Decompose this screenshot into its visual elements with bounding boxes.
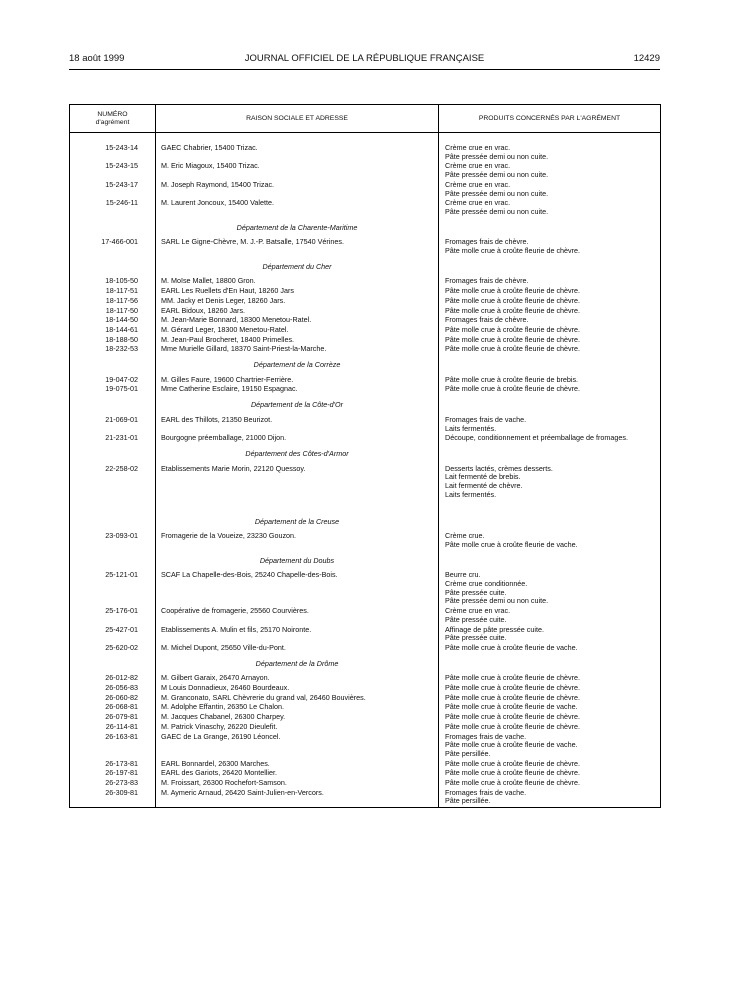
approval-number: 26-068-81 [70, 703, 156, 713]
table-row [70, 144, 661, 162]
product-line: Pâte molle crue à croûte fleurie de chèvre. [445, 246, 581, 256]
approval-number: 18-144-61 [70, 326, 156, 336]
department-row [70, 257, 661, 278]
product-line: Pâte molle crue à croûte fleurie de chèvre. [445, 384, 581, 394]
approval-number: 25-427-01 [70, 626, 156, 644]
table-row [70, 162, 661, 180]
spacer-cell [439, 654, 661, 675]
company-address: M. Gilbert Garaix, 26470 Arnayon. [156, 674, 439, 684]
product-line: Fromages frais de chèvre. [445, 315, 529, 325]
header-page-number: 12429 [633, 53, 660, 64]
products-cell [439, 144, 661, 162]
product-line: Beurre cru. [445, 570, 481, 580]
product-line: Pâte molle crue à croûte fleurie de chèvre. [445, 692, 581, 702]
product-line: Pâte pressée demi ou non cuite. [445, 170, 549, 180]
department-heading: Département de la Corrèze [156, 355, 439, 376]
approval-number: 23-093-01 [70, 532, 156, 550]
table-row [70, 607, 661, 625]
approval-number: 15-243-15 [70, 162, 156, 180]
product-line: Découpe, conditionnement et préemballage de fromages. [445, 433, 628, 443]
department-heading: Département de la Drôme [156, 654, 439, 675]
column-header-products: PRODUITS CONCERNÉS PAR L'AGRÉMENT [439, 105, 661, 133]
department-row [70, 654, 661, 675]
table-row [70, 307, 661, 317]
company-address: M. Laurent Joncoux, 15400 Valette. [156, 199, 439, 217]
product-line: Affinage de pâte pressée cuite. [445, 624, 544, 634]
approval-number: 26-114-81 [70, 723, 156, 733]
spacer-cell [70, 355, 156, 376]
column-header-number: NUMÉRO d'agrément [70, 105, 156, 133]
approval-number: 18-105-50 [70, 277, 156, 287]
product-line: Pâte pressée cuite. [445, 633, 507, 643]
product-line: Pâte molle crue à croûte fleurie de chèvre. [445, 683, 581, 693]
products-cell [439, 162, 661, 180]
spacer-cell [439, 512, 661, 533]
approval-number: 26-060-82 [70, 694, 156, 704]
spacer-row [70, 133, 661, 145]
products-cell [439, 532, 661, 550]
spacer-cell [70, 395, 156, 416]
spacer-cell [439, 501, 661, 512]
table-row [70, 644, 661, 654]
spacer-cell [70, 218, 156, 239]
company-address: M. Jean-Paul Brocheret, 18400 Primelles. [156, 336, 439, 346]
product-line: Fromages frais de chèvre. [445, 276, 529, 286]
approval-number: 21-231-01 [70, 434, 156, 444]
company-address: Mme Catherine Esclaire, 19150 Espagnac. [156, 385, 439, 395]
department-row [70, 395, 661, 416]
approval-number: 17-466-001 [70, 238, 156, 256]
spacer-cell [156, 501, 439, 512]
product-line: Pâte pressée cuite. [445, 587, 507, 597]
company-address: M. Joseph Raymond, 15400 Trizac. [156, 181, 439, 199]
company-address: Etablissements A. Mulin et fils, 25170 Noironte. [156, 626, 439, 644]
approval-number: 15-243-14 [70, 144, 156, 162]
product-line: Crème crue conditionnée. [445, 579, 528, 589]
spacer-cell [439, 257, 661, 278]
product-line: Pâte pressée demi ou non cuite. [445, 188, 549, 198]
approval-number: 19-075-01 [70, 385, 156, 395]
spacer-cell [439, 355, 661, 376]
product-line: Pâte molle crue à croûte fleurie de vache. [445, 702, 578, 712]
product-line: Laits fermentés. [445, 423, 497, 433]
product-line: Pâte molle crue à croûte fleurie de chèvre. [445, 324, 581, 334]
product-line: Pâte pressée demi ou non cuite. [445, 206, 549, 216]
product-line: Pâte molle crue à croûte fleurie de chèvre. [445, 712, 581, 722]
company-address: EARL Bonnardel, 26300 Marches. [156, 760, 439, 770]
spacer-cell [70, 257, 156, 278]
approval-number: 18-117-51 [70, 287, 156, 297]
spacer-cell [70, 444, 156, 465]
company-address: MM. Jacky et Denis Leger, 18260 Jars. [156, 297, 439, 307]
company-address: M Louis Donnadieux, 26460 Bourdeaux. [156, 684, 439, 694]
page-header [69, 53, 660, 67]
products-cell [439, 644, 661, 654]
header-title: JOURNAL OFFICIEL DE LA RÉPUBLIQUE FRANÇAISE [244, 53, 485, 64]
approval-number: 26-197-81 [70, 769, 156, 779]
product-line: Pâte molle crue à croûte fleurie de vache. [445, 539, 578, 549]
product-line: Pâte pressée demi ou non cuite. [445, 596, 549, 606]
department-heading: Département de la Creuse [156, 512, 439, 533]
product-line: Pâte molle crue à croûte fleurie de chèvre. [445, 673, 581, 683]
product-line: Pâte molle crue à croûte fleurie de chèvre. [445, 286, 581, 296]
table-body [70, 133, 661, 808]
product-line: Pâte molle crue à croûte fleurie de vache. [445, 740, 578, 750]
spacer-row [70, 501, 661, 512]
product-line: Pâte molle crue à croûte fleurie de chèvre. [445, 721, 581, 731]
department-heading: Département du Doubs [156, 551, 439, 572]
approval-number: 26-079-81 [70, 713, 156, 723]
table-row [70, 626, 661, 644]
product-line: Pâte molle crue à croûte fleurie de chèvre. [445, 305, 581, 315]
company-address: Etablissements Marie Morin, 22120 Quessoy. [156, 465, 439, 501]
table-row [70, 571, 661, 607]
approval-number: 18-117-50 [70, 307, 156, 317]
products-cell [439, 733, 661, 760]
company-address: M. Froissart, 26300 Rochefort-Samson. [156, 779, 439, 789]
table-row [70, 434, 661, 444]
product-line: Crème crue en vrac. [445, 143, 511, 152]
table-row [70, 181, 661, 199]
spacer-cell [439, 551, 661, 572]
product-line: Crème crue en vrac. [445, 179, 511, 189]
company-address: M. Jean-Marie Bonnard, 18300 Menetou-Ratel. [156, 316, 439, 326]
products-cell [439, 385, 661, 395]
product-line: Fromages frais de vache. [445, 414, 527, 424]
products-cell [439, 345, 661, 355]
company-address: SCAF La Chapelle-des-Bois, 25240 Chapelle-des-Bois. [156, 571, 439, 607]
company-address: EARL des Thillots, 21350 Beurizot. [156, 416, 439, 434]
department-heading: Département du Cher [156, 257, 439, 278]
company-address: M. Jacques Chabanel, 26300 Charpey. [156, 713, 439, 723]
company-address: M. Granconato, SARL Chèvrerie du grand val, 26460 Bouvières. [156, 694, 439, 704]
approval-number: 26-056-83 [70, 684, 156, 694]
spacer-cell [439, 444, 661, 465]
product-line: Pâte molle crue à croûte fleurie de chèvre. [445, 295, 581, 305]
table-row [70, 238, 661, 256]
product-line: Pâte molle crue à croûte fleurie de chèvre. [445, 344, 581, 354]
approval-number: 18-232-53 [70, 345, 156, 355]
table-row [70, 345, 661, 355]
department-row [70, 355, 661, 376]
spacer-cell [70, 501, 156, 512]
spacer-cell [439, 395, 661, 416]
approval-number: 25-620-02 [70, 644, 156, 654]
table-row [70, 733, 661, 760]
department-heading: Département de la Côte-d'Or [156, 395, 439, 416]
approval-number: 25-121-01 [70, 571, 156, 607]
table-header-row [70, 105, 661, 133]
department-row [70, 218, 661, 239]
product-line: Crème crue en vrac. [445, 606, 511, 616]
table-row [70, 416, 661, 434]
company-address: Coopérative de fromagerie, 25560 Courvières. [156, 607, 439, 625]
header-rule [69, 69, 660, 70]
spacer-cell [70, 654, 156, 675]
company-address: GAEC de La Grange, 26190 Léoncel. [156, 733, 439, 760]
table-row [70, 789, 661, 808]
company-address: EARL des Gariots, 26420 Montellier. [156, 769, 439, 779]
product-line: Crème crue en vrac. [445, 161, 511, 171]
approval-number: 22-258-02 [70, 465, 156, 501]
approval-number: 26-012-82 [70, 674, 156, 684]
company-address: EARL Bidoux, 18260 Jars. [156, 307, 439, 317]
department-row [70, 512, 661, 533]
products-cell [439, 199, 661, 217]
product-line: Pâte molle crue à croûte fleurie de chèvre. [445, 778, 581, 788]
table-row [70, 723, 661, 733]
approval-number: 26-163-81 [70, 733, 156, 760]
product-line: Laits fermentés. [445, 489, 497, 499]
company-address: M. Aymeric Arnaud, 26420 Saint-Julien-en-Vercors. [156, 789, 439, 808]
table-row [70, 532, 661, 550]
column-header-company: RAISON SOCIALE ET ADRESSE [156, 105, 439, 133]
company-address: M. Michel Dupont, 25650 Ville-du-Pont. [156, 644, 439, 654]
approval-number: 15-243-17 [70, 181, 156, 199]
table-row [70, 385, 661, 395]
product-line: Fromages frais de chèvre. [445, 237, 529, 247]
products-cell [439, 789, 661, 808]
product-line: Pâte pressée cuite. [445, 614, 507, 624]
company-address: Fromagerie de la Voueize, 23230 Gouzon. [156, 532, 439, 550]
approval-number: 26-273-83 [70, 779, 156, 789]
products-cell [439, 465, 661, 501]
approval-number: 26-309-81 [70, 789, 156, 808]
header-date: 18 août 1999 [69, 53, 125, 64]
company-address: M. Patrick Vinaschy, 26220 Dieulefit. [156, 723, 439, 733]
approval-number: 15-246-11 [70, 199, 156, 217]
products-cell [439, 416, 661, 434]
company-address: M. Gérard Leger, 18300 Menetou-Ratel. [156, 326, 439, 336]
product-line: Pâte persillée. [445, 748, 491, 758]
spacer-cell [70, 512, 156, 533]
approval-number: 18-144-50 [70, 316, 156, 326]
approval-number: 26-173-81 [70, 760, 156, 770]
table-row [70, 779, 661, 789]
products-cell [439, 571, 661, 607]
company-address: GAEC Chabrier, 15400 Trizac. [156, 144, 439, 162]
company-address: M. Gilles Faure, 19600 Chartrier-Ferrière. [156, 376, 439, 386]
product-line: Crème crue. [445, 531, 485, 541]
approval-table [69, 104, 661, 808]
product-line: Lait fermenté de chèvre. [445, 481, 523, 491]
product-line: Pâte pressée demi ou non cuite. [445, 151, 549, 161]
products-cell [439, 238, 661, 256]
product-line: Desserts lactés, crèmes desserts. [445, 463, 553, 473]
product-line: Pâte persillée. [445, 796, 491, 806]
products-cell [439, 434, 661, 444]
product-line: Pâte molle crue à croûte fleurie de chèvre. [445, 758, 581, 768]
product-line: Pâte molle crue à croûte fleurie de brebis. [445, 374, 579, 384]
company-address: M. Eric Miagoux, 15400 Trizac. [156, 162, 439, 180]
company-address: EARL Les Ruellets d'En Haut, 18260 Jars [156, 287, 439, 297]
products-cell [439, 181, 661, 199]
department-row [70, 551, 661, 572]
company-address: Mme Murielle Gillard, 18370 Saint-Priest-la-Marche. [156, 345, 439, 355]
approval-number: 19-047-02 [70, 376, 156, 386]
table-row [70, 199, 661, 217]
products-cell [439, 626, 661, 644]
product-line: Lait fermenté de brebis. [445, 472, 521, 482]
company-address: M. Adolphe Effantin, 26350 Le Chalon. [156, 703, 439, 713]
company-address: SARL Le Gigne-Chèvre, M. J.-P. Batsalle, 17540 Vérines. [156, 238, 439, 256]
approval-number: 25-176-01 [70, 607, 156, 625]
product-line: Crème crue en vrac. [445, 198, 511, 208]
spacer-cell [439, 218, 661, 239]
product-line: Fromages frais de vache. [445, 731, 527, 741]
department-row [70, 444, 661, 465]
product-line: Pâte molle crue à croûte fleurie de vache. [445, 642, 578, 652]
products-cell [439, 607, 661, 625]
product-line: Pâte molle crue à croûte fleurie de chèvre. [445, 768, 581, 778]
approval-number: 21-069-01 [70, 416, 156, 434]
spacer-cell [70, 551, 156, 572]
product-line: Fromages frais de vache. [445, 787, 527, 797]
product-line: Pâte molle crue à croûte fleurie de chèvre. [445, 334, 581, 344]
department-heading: Département de la Charente-Maritime [156, 218, 439, 239]
company-address: Bourgogne préemballage, 21000 Dijon. [156, 434, 439, 444]
approval-number: 18-117-56 [70, 297, 156, 307]
table-row [70, 465, 661, 501]
company-address: M. Moïse Mallet, 18800 Gron. [156, 277, 439, 287]
department-heading: Département des Côtes-d'Armor [156, 444, 439, 465]
approval-number: 18-188-50 [70, 336, 156, 346]
